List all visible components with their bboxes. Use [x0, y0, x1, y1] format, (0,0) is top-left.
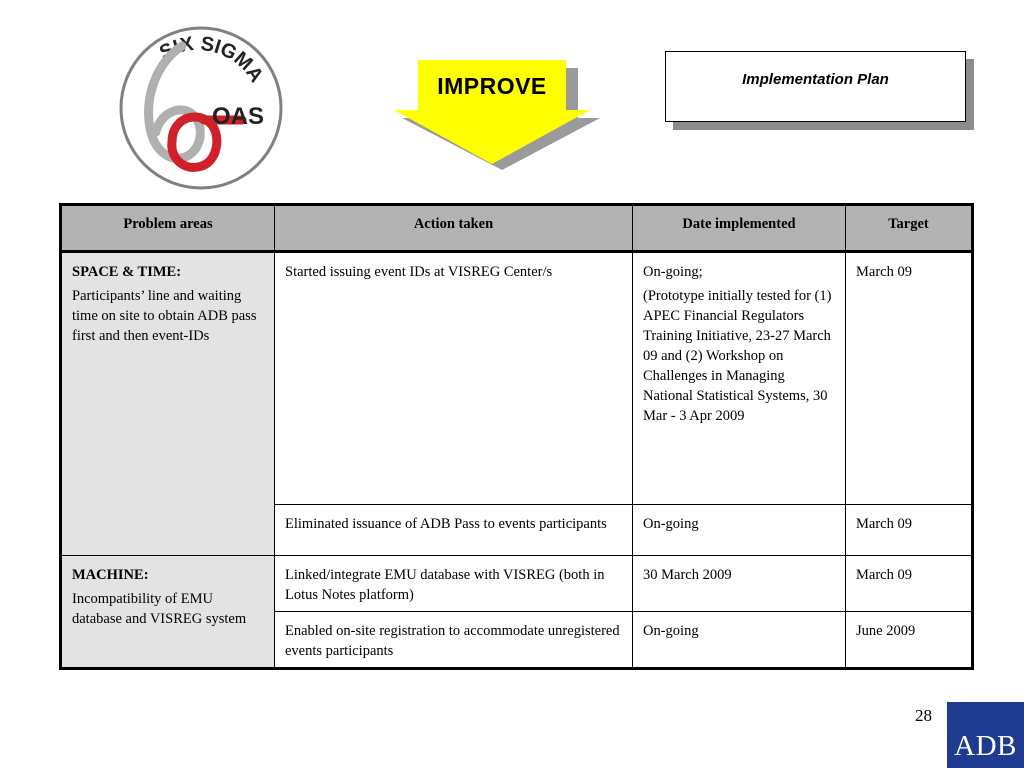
table-header-row [61, 205, 973, 252]
problem-cell-space-time [61, 252, 275, 556]
problem-description: Incompatibility of EMU database and VISREG system [72, 591, 247, 627]
problem-title: SPACE & TIME: [72, 264, 182, 280]
target-cell: June 2009 [846, 612, 973, 669]
problem-title: MACHINE: [72, 567, 149, 583]
date-value: On-going; [643, 264, 703, 280]
six-sigma-oas-logo [114, 24, 288, 192]
implementation-plan-title: Implementation Plan [742, 71, 889, 88]
table-row [61, 556, 973, 612]
logo-arc-text: SIX SIGMA [156, 32, 268, 87]
header-target: Target [846, 205, 973, 252]
action-cell: Linked/integrate EMU database with VISREG (both in Lotus Notes platform) [275, 556, 633, 612]
date-cell: On-going [633, 612, 846, 669]
table-row [61, 252, 973, 505]
implementation-table [59, 203, 974, 670]
header-date-implemented: Date implemented [633, 205, 846, 252]
action-cell: Enabled on-site registration to accommodate unregistered events participants [275, 612, 633, 669]
implementation-plan-box [665, 51, 966, 122]
adb-logo-text: ADB [954, 729, 1017, 762]
action-cell: Eliminated issuance of ADB Pass to events participants [275, 505, 633, 556]
target-cell: March 09 [846, 252, 973, 505]
target-cell: March 09 [846, 505, 973, 556]
date-cell: 30 March 2009 [633, 556, 846, 612]
date-cell [633, 252, 846, 505]
improve-label: IMPROVE [437, 72, 547, 99]
action-cell: Started issuing event IDs at VISREG Center/s [275, 252, 633, 505]
target-cell: March 09 [846, 556, 973, 612]
problem-cell-machine [61, 556, 275, 669]
adb-logo [947, 702, 1024, 768]
header-action-taken: Action taken [275, 205, 633, 252]
logo-oas-text: OAS [212, 103, 265, 130]
problem-description: Participants’ line and waiting time on site to obtain ADB pass first and then event-IDs [72, 288, 257, 344]
header-problem-areas: Problem areas [61, 205, 275, 252]
date-cell: On-going [633, 505, 846, 556]
date-note: (Prototype initially tested for (1) APEC Financial Regulators Training Initiative, 23-27 March 09 and (2) Workshop on Challenges in Managing National Statistical Systems, 30 Mar - 3 Apr 2009 [643, 288, 832, 424]
page-number: 28 [915, 706, 932, 725]
